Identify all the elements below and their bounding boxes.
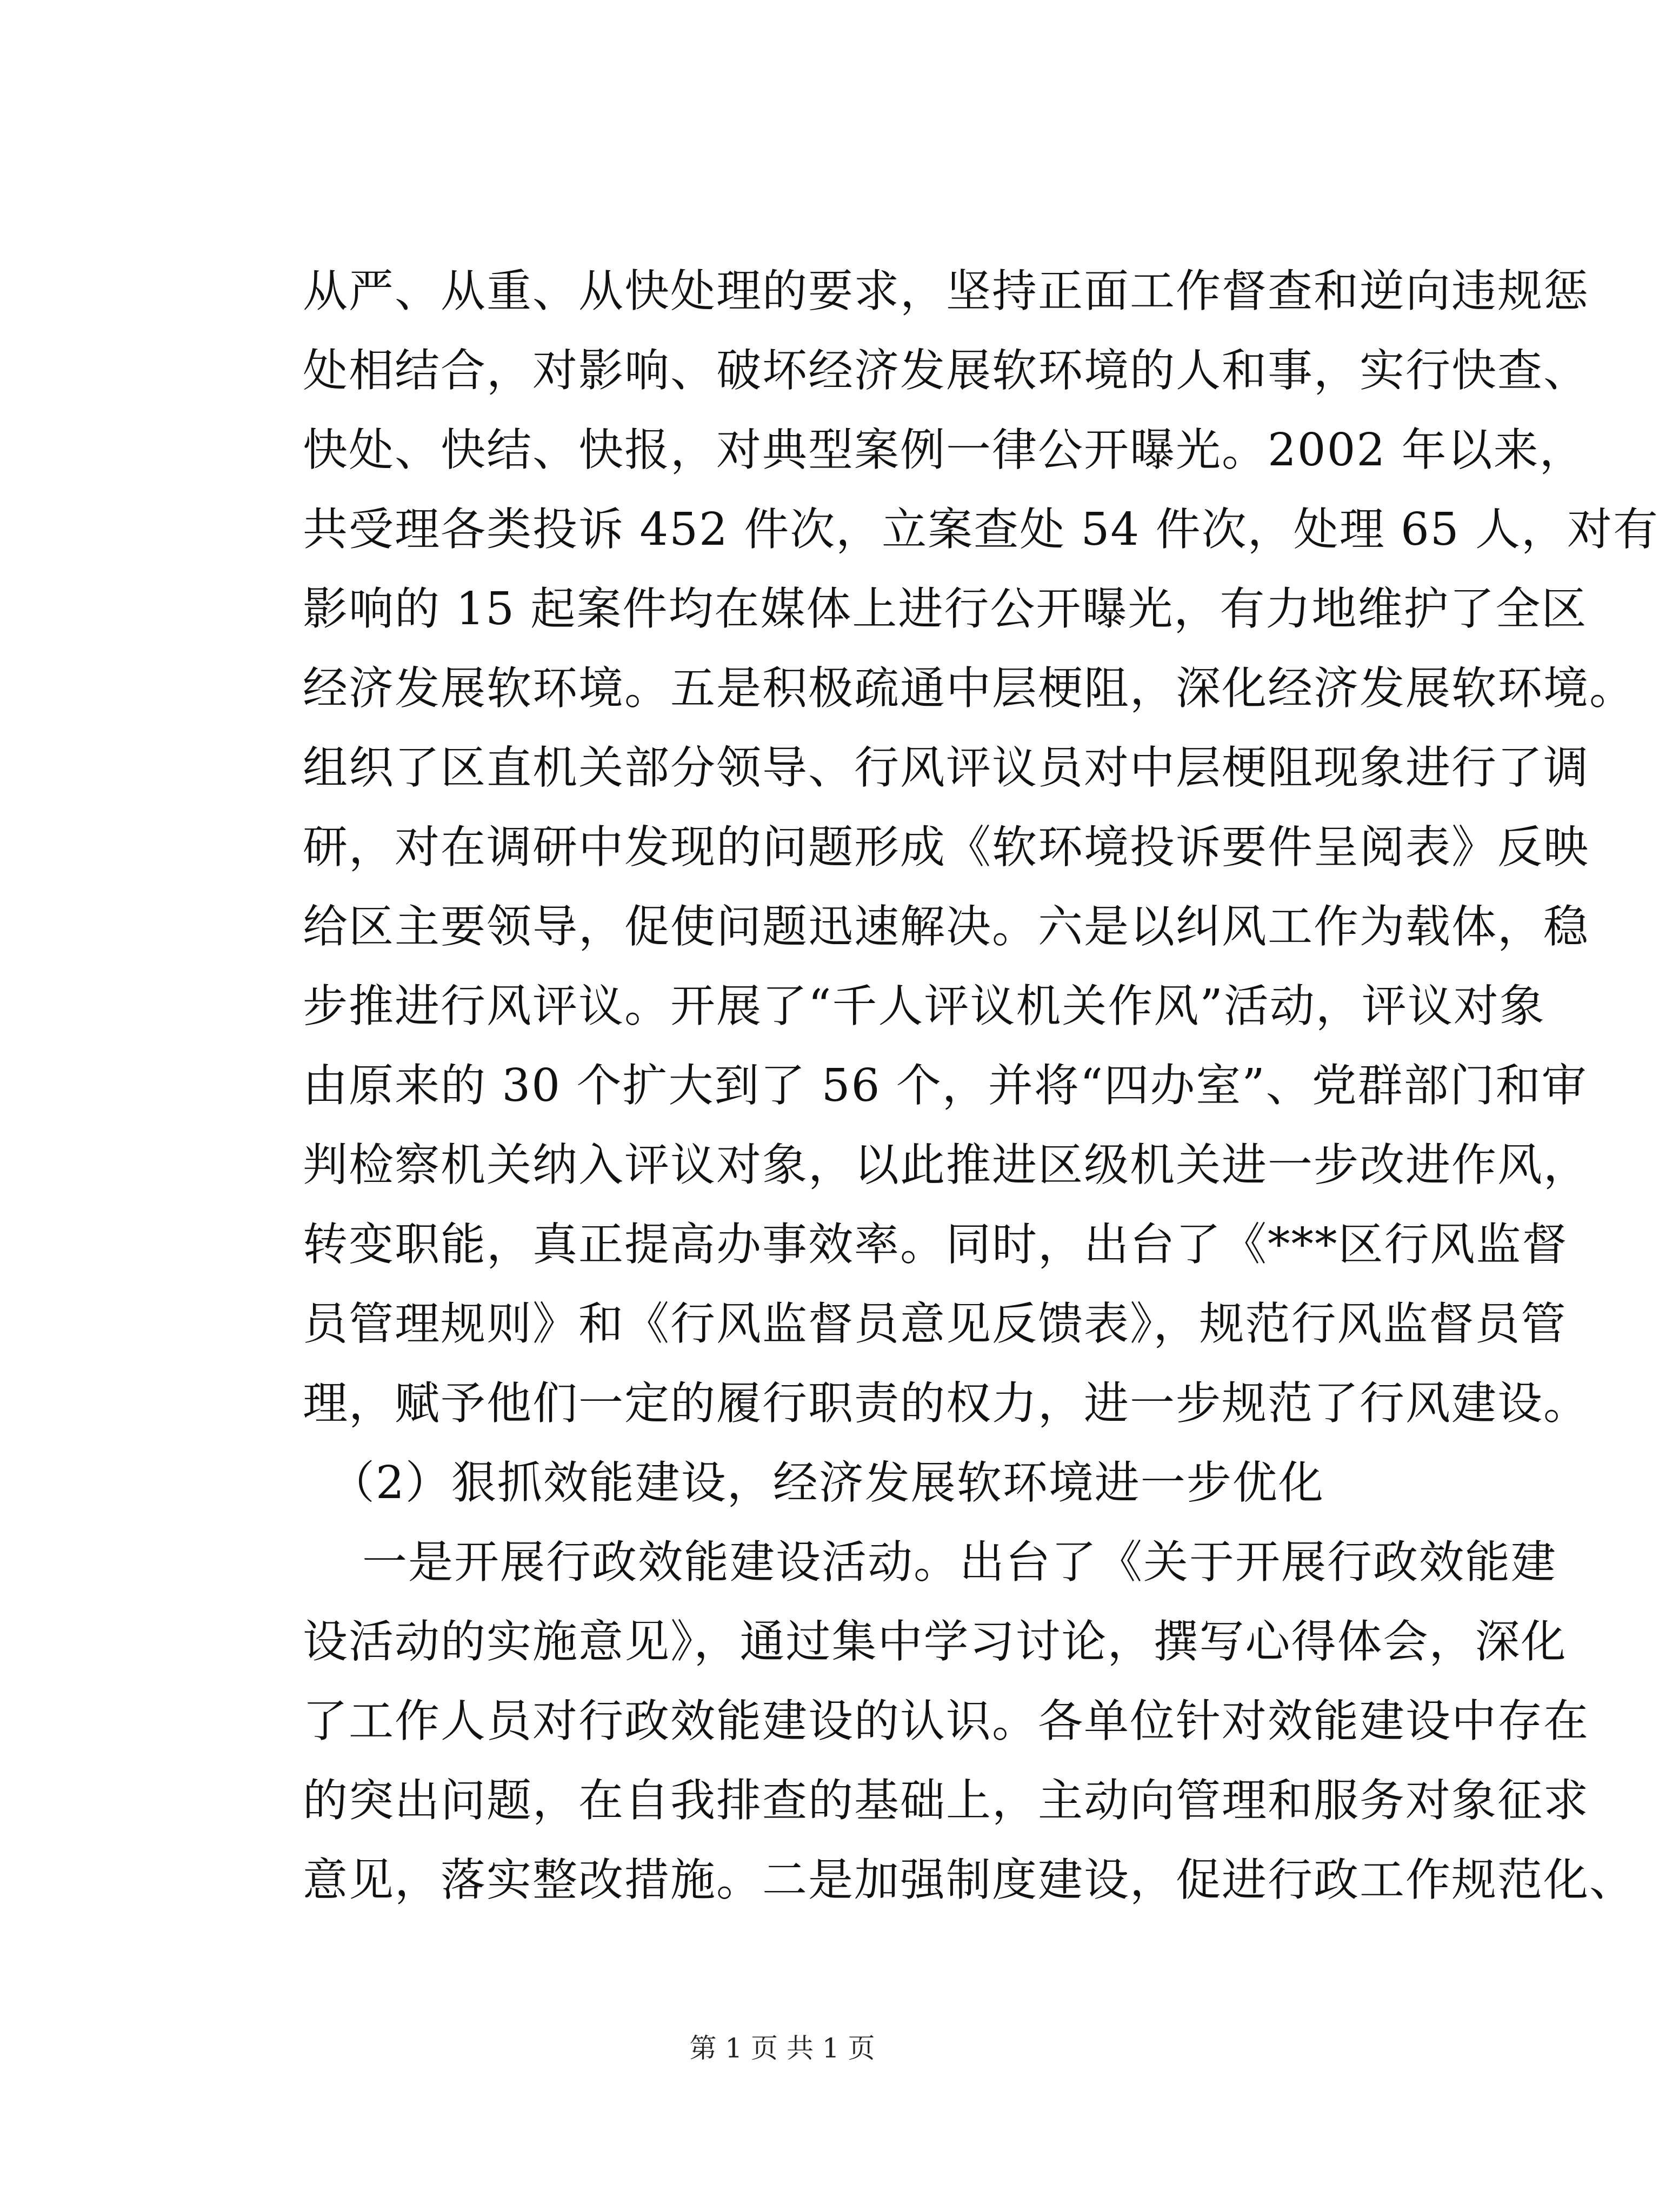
section-heading: （2）狠抓效能建设，经济发展软环境进一步优化 (330, 1456, 1324, 1509)
document-body (303, 251, 1659, 1920)
text-line-15: 理，赋予他们一定的履行职责的权力，进一步规范了行风建设。 (303, 1377, 1589, 1429)
text-line-17: 一是开展行政效能建设活动。出台了《关于开展行政效能建 (362, 1536, 1557, 1588)
text-line-7: 组织了区直机关部分领导、行风评议员对中层梗阻现象进行了调 (303, 741, 1589, 794)
text-line-12: 判检察机关纳入评议对象，以此推进区级机关进一步改进作风， (303, 1139, 1589, 1191)
text-line-3: 快处、快结、快报，对典型案例一律公开曝光。2002 年以来， (303, 424, 1585, 476)
text-line-1: 从严、从重、从快处理的要求，坚持正面工作督查和逆向违规惩 (303, 265, 1589, 317)
text-line-20: 的突出问题，在自我排查的基础上，主动向管理和服务对象征求 (303, 1774, 1589, 1827)
text-line-18: 设活动的实施意见》，通过集中学习讨论，撰写心得体会，深化 (303, 1615, 1567, 1668)
text-line-2: 处相结合，对影响、破坏经济发展软环境的人和事，实行快查、 (303, 344, 1589, 397)
text-line-4: 共受理各类投诉 452 件次，立案查处 54 件次，处理 65 人，对有 (303, 503, 1659, 556)
text-line-14: 员管理规则》和《行风监督员意见反馈表》，规范行风监督员管 (303, 1298, 1567, 1350)
text-line-5: 影响的 15 起案件均在媒体上进行公开曝光，有力地维护了全区 (303, 583, 1588, 635)
page-footer: 第 1 页 共 1 页 (689, 2033, 875, 2064)
text-line-6: 经济发展软环境。五是积极疏通中层梗阻，深化经济发展软环境。 (303, 662, 1635, 714)
text-line-8: 研，对在调研中发现的问题形成《软环境投诉要件呈阅表》反映 (303, 821, 1589, 873)
text-line-9: 给区主要领导，促使问题迅速解决。六是以纠风工作为载体，稳 (303, 900, 1589, 953)
text-line-10: 步推进行风评议。开展了“千人评议机关作风”活动，评议对象 (303, 980, 1545, 1032)
text-line-21: 意见，落实整改措施。二是加强制度建设，促进行政工作规范化、 (303, 1854, 1635, 1906)
text-line-13: 转变职能，真正提高办事效率。同时，出台了《***区行风监督 (303, 1218, 1568, 1271)
text-line-11: 由原来的 30 个扩大到了 56 个，并将“四办室”、党群部门和审 (303, 1059, 1588, 1112)
text-line-19: 了工作人员对行政效能建设的认识。各单位针对效能建设中存在 (303, 1695, 1589, 1747)
